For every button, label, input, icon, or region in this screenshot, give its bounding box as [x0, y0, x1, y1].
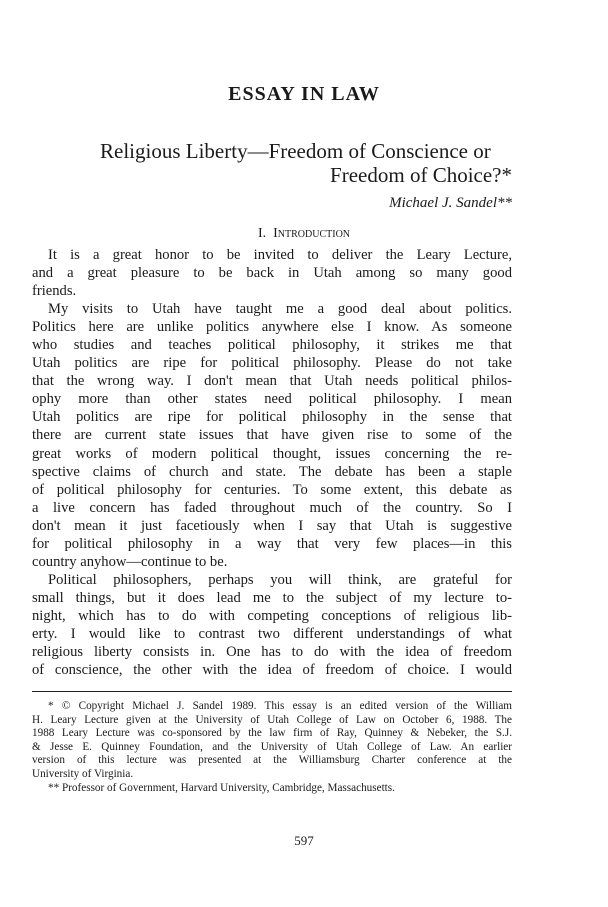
body-line: It is a great honor to be invited to deliver the Leary Lecture, — [48, 247, 512, 263]
footnote-line: H. Leary Lecture given at the University of Utah College of Law on October 6, 1988. The — [32, 713, 512, 726]
footnote-divider — [32, 691, 512, 692]
section-heading — [0, 226, 608, 242]
footnote-line: version of this lecture was presented at the Williamsburg Charter conference at the — [32, 754, 512, 767]
body-line: great works of modern political thought, issues concerning the re- — [32, 445, 512, 462]
body-line: My visits to Utah have taught me a good deal about politics. — [48, 301, 512, 318]
footnote-line: 1988 Leary Lecture was co-sponsored by the law firm of Ray, Quinney & Nebeker, the S.J. — [32, 727, 512, 740]
body-line: ophy more than other states need political philosophy. I mean — [32, 391, 512, 408]
section-title: Introduction — [273, 226, 351, 241]
body-line: Politics here are unlike politics anywhere else I know. As someone — [32, 319, 512, 336]
section-number: I. — [257, 226, 267, 241]
article-title-line-2: Freedom of Choice?* — [330, 163, 512, 187]
footnote-line: ** Professor of Government, Harvard University, Cambridge, Massachusetts. — [48, 781, 395, 794]
footnote-line: * © Copyright Michael J. Sandel 1989. This essay is an edited version of the William — [48, 700, 512, 712]
author-name: Michael J. Sandel** — [389, 195, 512, 211]
body-line: of conscience, the other with the idea of freedom of choice. I would — [32, 662, 512, 679]
body-line: friends. — [32, 283, 77, 300]
body-line: there are current state issues that have given rise to some of the — [32, 427, 512, 444]
footnotes — [32, 700, 512, 795]
journal-section-header: ESSAY IN LAW — [228, 83, 380, 105]
body-text — [32, 246, 512, 679]
body-line: country anyhow—continue to be. — [32, 553, 228, 570]
body-line: Utah politics are ripe for political philosophy. Please do not take — [32, 355, 512, 372]
body-line: night, which has to do with competing conceptions of religious lib- — [32, 607, 512, 624]
body-line: that the wrong way. I don't mean that Utah needs political philos- — [32, 373, 512, 390]
page-number: 597 — [294, 833, 314, 848]
body-line: of political philosophy for centuries. To some extent, this debate as — [32, 481, 512, 498]
article-title-line-1: Religious Liberty—Freedom of Conscience or — [100, 139, 491, 163]
body-line: a live concern has faded throughout much of the country. So I — [32, 499, 512, 516]
body-line: don't mean it just facetiously when I say that Utah is suggestive — [32, 517, 512, 534]
body-line: small things, but it does lead me to the subject of my lecture to- — [32, 589, 512, 606]
body-line: Political philosophers, perhaps you will think, are grateful for — [48, 571, 512, 588]
footnote-line: & Jesse E. Quinney Foundation, and the University of Utah College of Law. An earlier — [32, 740, 512, 753]
body-line: and a great pleasure to be back in Utah among so many good — [32, 265, 512, 282]
body-line: for political philosophy in a way that very few places—in this — [32, 535, 512, 552]
body-line: spective claims of church and state. The debate has been a staple — [32, 463, 512, 480]
footnote-line: University of Virginia. — [32, 767, 134, 780]
body-line: erty. I would like to contrast two different understandings of what — [32, 625, 512, 642]
body-line: religious liberty consists in. One has to do with the idea of freedom — [32, 644, 512, 661]
body-line: who studies and teaches political philosophy, it strikes me that — [32, 337, 512, 354]
body-line: Utah politics are ripe for political philosophy in the sense that — [32, 409, 512, 426]
